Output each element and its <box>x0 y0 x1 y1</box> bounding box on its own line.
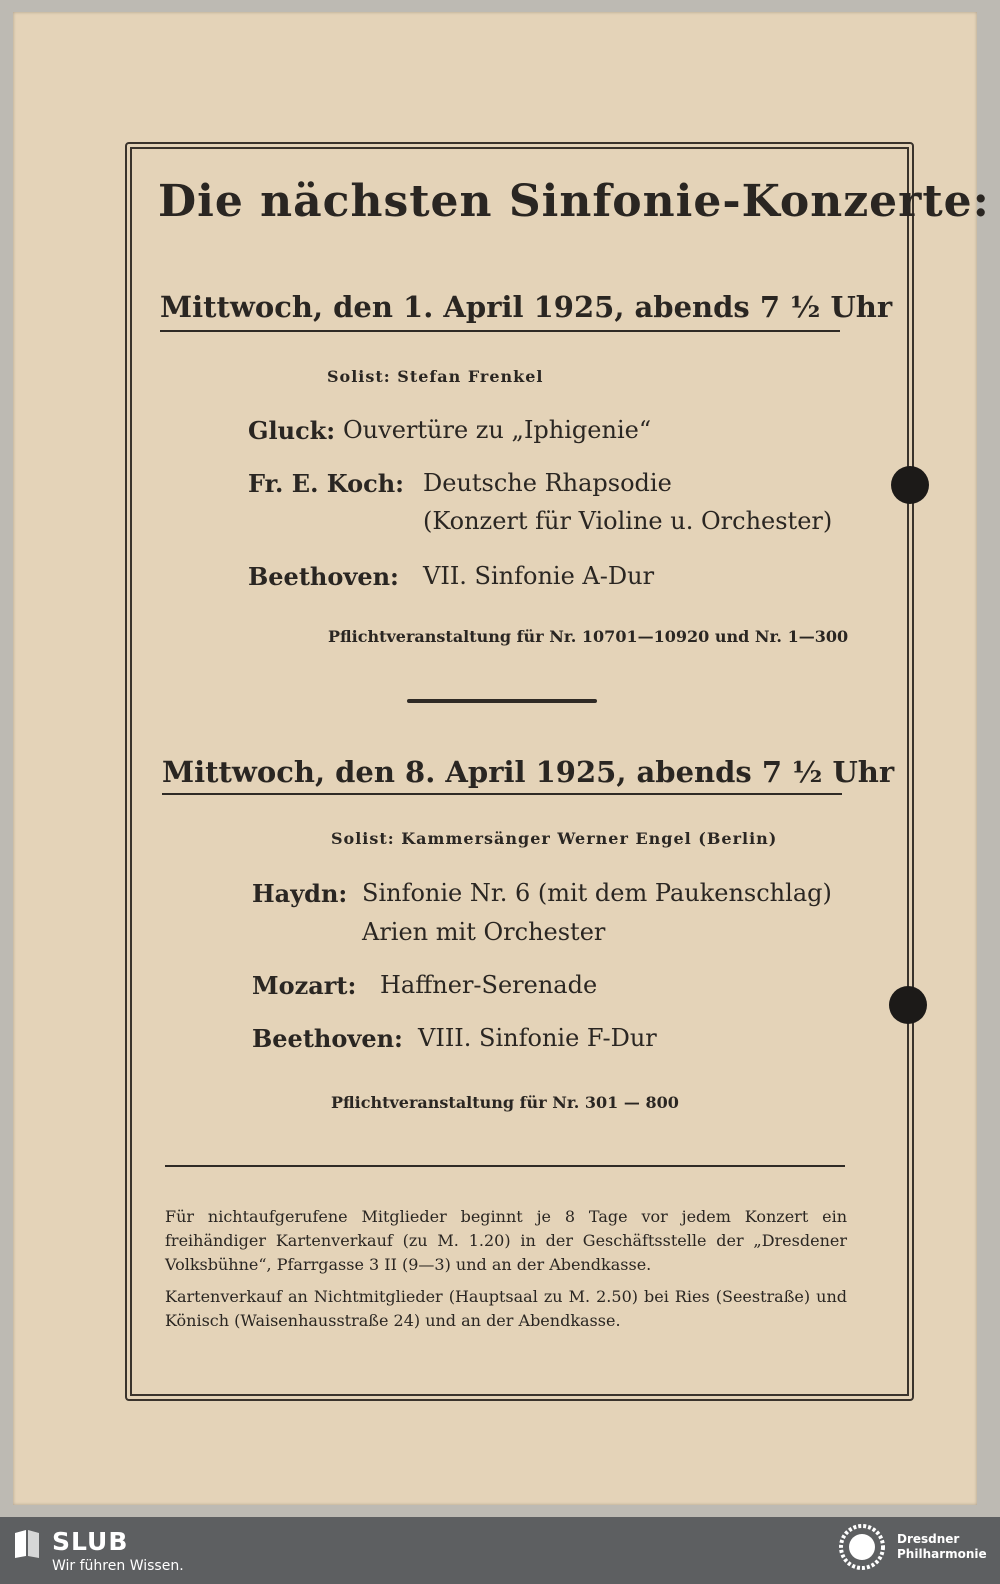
sunburst-icon <box>838 1523 886 1571</box>
concert-1-soloist: Solist: Stefan Frenkel <box>327 367 544 386</box>
concert-1-work-3: VII. Sinfonie A-Dur <box>423 562 655 590</box>
section-divider <box>407 699 597 703</box>
slub-claim: Wir führen Wissen. <box>52 1558 184 1574</box>
note-non-members: Kartenverkauf an Nichtmitglieder (Hauptsaal zu M. 2.50) bei Ries (Seestraße) und Könisch (Waisenhausstraße 24) und an der Abendkasse. <box>165 1287 847 1330</box>
concert-1-work-1: Ouvertüre zu „Iphigenie“ <box>343 416 652 444</box>
concert-2-composer-2: Mozart: <box>252 971 357 1000</box>
notes-divider <box>165 1165 845 1167</box>
footer-bar <box>0 1517 1000 1584</box>
concert-1-underline <box>160 330 840 332</box>
concert-2-work-1-line-1: Sinfonie Nr. 6 (mit dem Paukenschlag) <box>362 879 832 907</box>
slub-logo-name: SLUB <box>52 1527 129 1556</box>
concert-1-composer-3: Beethoven: <box>248 562 399 591</box>
philharmonie-logo-name <box>897 1532 987 1562</box>
concert-2-soloist: Solist: Kammersänger Werner Engel (Berlin) <box>331 829 778 848</box>
concert-1-date: Mittwoch, den 1. April 1925, abends 7 ½ Uhr <box>160 290 893 324</box>
concert-1-duty: Pflichtveranstaltung für Nr. 10701—10920 und Nr. 1—300 <box>328 627 849 646</box>
concert-2-composer-3: Beethoven: <box>252 1024 403 1053</box>
concert-2-duty: Pflichtveranstaltung für Nr. 301 — 800 <box>331 1093 679 1112</box>
book-icon <box>13 1529 41 1559</box>
punch-hole-top <box>891 466 929 504</box>
concert-2-work-2: Haffner-Serenade <box>380 971 598 999</box>
punch-hole-bottom <box>889 986 927 1024</box>
concert-1-composer-2: Fr. E. Koch: <box>248 469 405 498</box>
philharmonie-name-line-1: Dresdner <box>897 1532 960 1546</box>
concert-2-work-1-line-2: Arien mit Orchester <box>362 918 606 946</box>
concert-1-composer-1: Gluck: <box>248 416 336 445</box>
concert-2-underline <box>162 793 842 795</box>
philharmonie-name-line-2: Philharmonie <box>897 1547 987 1561</box>
document-title: Die nächsten Sinfonie-Konzerte: <box>158 176 990 227</box>
note-members: Für nichtaufgerufene Mitglieder beginnt je 8 Tage vor jedem Konzert ein freihändiger Kartenverkauf (zu M. 1.20) in der Geschäftsstelle der „Dresdener Volksbühne“, Pfarrgasse 3 II (9—3) und an der Abendkasse. <box>165 1207 847 1274</box>
concert-1-work-2-line-2: (Konzert für Violine u. Orchester) <box>423 507 833 535</box>
concert-2-composer-1: Haydn: <box>252 879 348 908</box>
concert-2-work-3: VIII. Sinfonie F-Dur <box>418 1024 657 1052</box>
concert-2-date: Mittwoch, den 8. April 1925, abends 7 ½ Uhr <box>162 755 895 789</box>
concert-1-work-2-line-1: Deutsche Rhapsodie <box>423 469 672 497</box>
